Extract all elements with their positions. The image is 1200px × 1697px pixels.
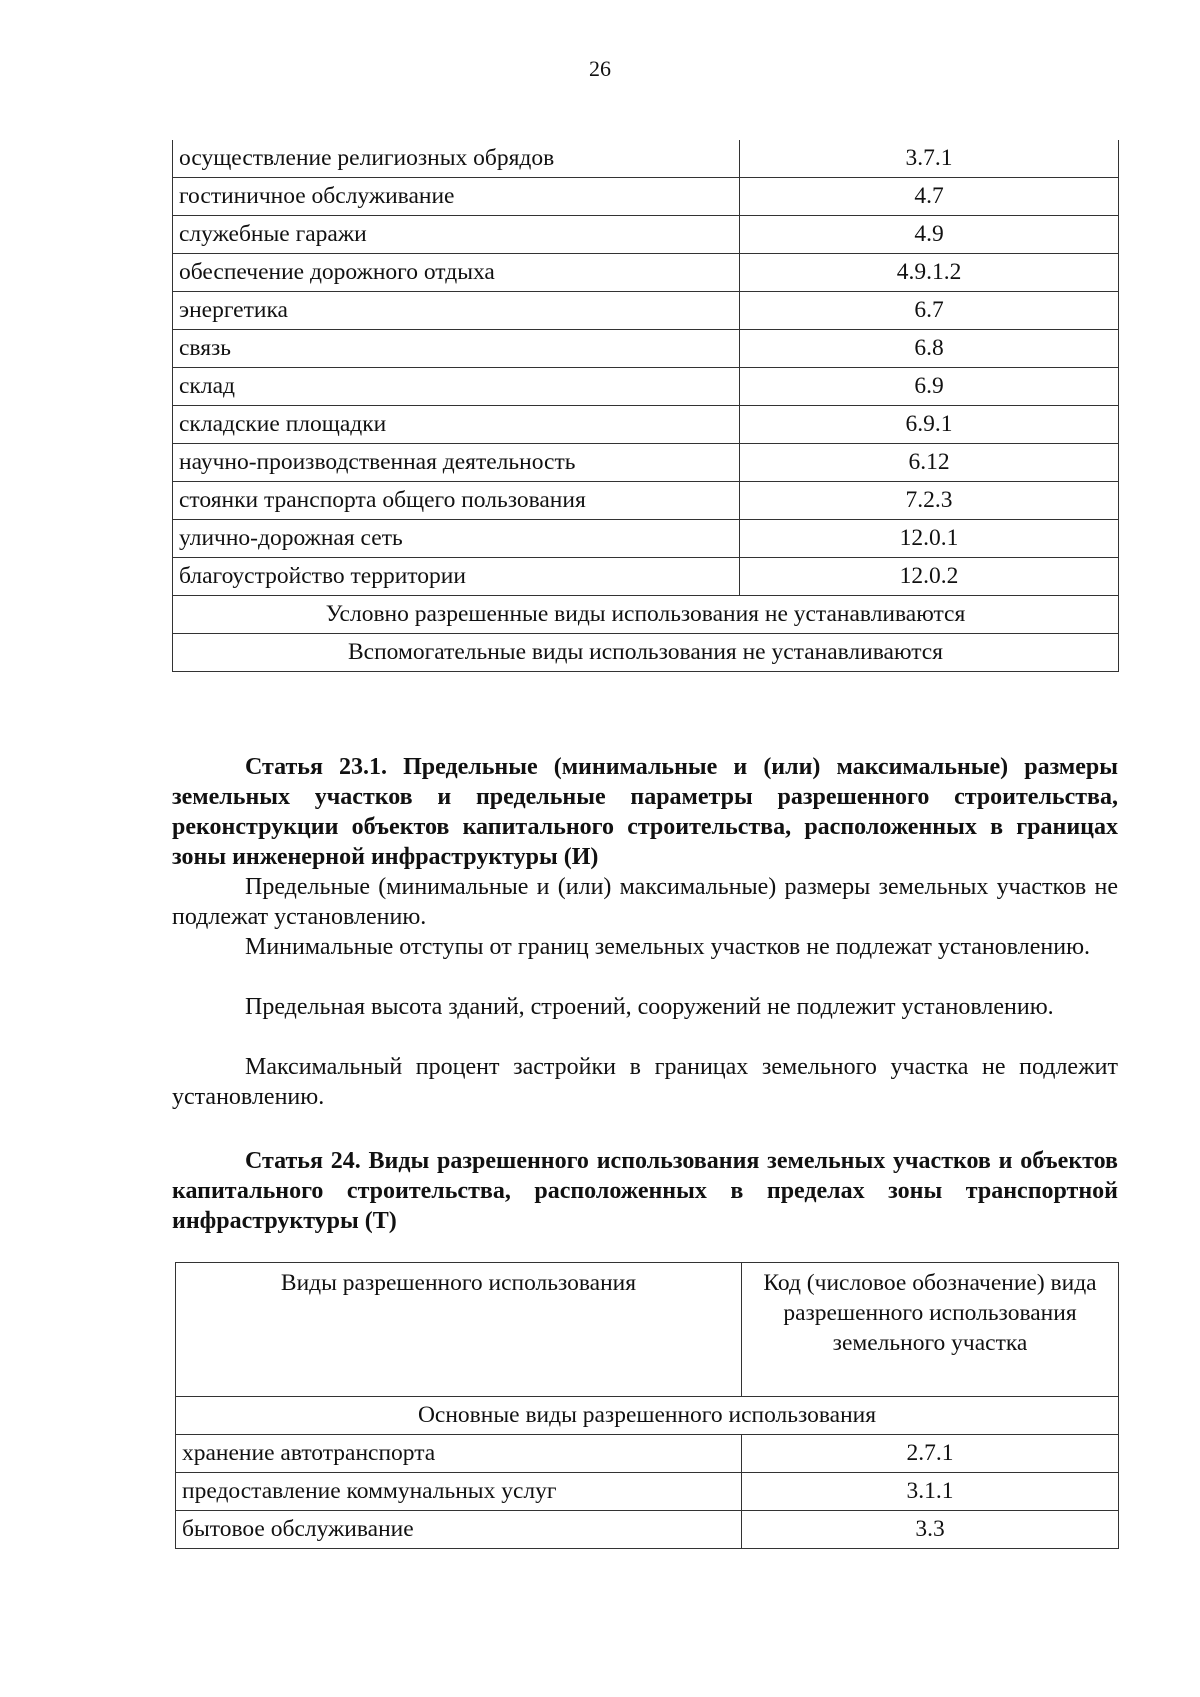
use-code: 4.9 [740,216,1119,254]
table-row [173,292,1119,330]
use-name: склад [173,368,740,406]
table-row [173,368,1119,406]
use-name: стоянки транспорта общего пользования [173,482,740,520]
header-uses: Виды разрешенного использования [176,1263,742,1397]
use-name: энергетика [173,292,740,330]
use-code: 6.8 [740,330,1119,368]
table-row [173,482,1119,520]
table-row [176,1511,1119,1549]
auxiliary-uses-note: Вспомогательные виды использования не устанавливаются [173,634,1119,672]
table-row [173,216,1119,254]
use-name: служебные гаражи [173,216,740,254]
table-row [173,444,1119,482]
section-main-uses: Основные виды разрешенного использования [176,1397,1119,1435]
use-name: предоставление коммунальных услуг [176,1473,742,1511]
use-name: обеспечение дорожного отдыха [173,254,740,292]
use-name: научно-производственная деятельность [173,444,740,482]
conditional-uses-row [173,596,1119,634]
use-code: 6.12 [740,444,1119,482]
use-name: хранение автотранспорта [176,1435,742,1473]
header-code: Код (числовое обозначение) вида разрешенного использования земельного участка [742,1263,1119,1397]
use-name: связь [173,330,740,368]
use-code: 7.2.3 [740,482,1119,520]
table-row [173,558,1119,596]
use-name: осуществление религиозных обрядов [173,140,740,178]
conditional-uses-note: Условно разрешенные виды использования не устанавливаются [173,596,1119,634]
use-code: 3.1.1 [742,1473,1119,1511]
article-23-1-heading: Статья 23.1. Предельные (минимальные и (или) максимальные) размеры земельных участков и предельные параметры разрешенного строительства, реконструкции объектов капитального строительства, расположенных в границах зоны инженерной инфраструктуры (И) [172,754,1118,870]
use-code: 6.7 [740,292,1119,330]
use-name: благоустройство территории [173,558,740,596]
use-name: улично-дорожная сеть [173,520,740,558]
table-header-row [176,1263,1119,1397]
transport-zone-uses-table [175,1262,1119,1549]
use-name: бытовое обслуживание [176,1511,742,1549]
table-row [173,406,1119,444]
page-number: 26 [589,56,611,81]
article-paragraph: Минимальные отступы от границ земельных участков не подлежат установлению. [245,934,1091,960]
article-paragraph: Максимальный процент застройки в границах земельного участка не подлежит установлению. [172,1054,1118,1110]
use-name: складские площадки [173,406,740,444]
table-row [173,330,1119,368]
use-code: 6.9 [740,368,1119,406]
auxiliary-uses-row [173,634,1119,672]
use-code: 12.0.1 [740,520,1119,558]
use-code: 2.7.1 [742,1435,1119,1473]
use-name: гостиничное обслуживание [173,178,740,216]
table-row [173,140,1119,178]
table-row [176,1473,1119,1511]
use-code: 3.7.1 [740,140,1119,178]
article-paragraph: Предельные (минимальные и (или) максимальные) размеры земельных участков не подлежат установлению. [172,874,1118,930]
table-row [173,178,1119,216]
use-code: 6.9.1 [740,406,1119,444]
table-row [173,520,1119,558]
section-row [176,1397,1119,1435]
land-use-table-continued [172,140,1119,672]
use-code: 4.7 [740,178,1119,216]
table-row [173,254,1119,292]
table-row [176,1435,1119,1473]
article-paragraph: Предельная высота зданий, строений, сооружений не подлежит установлению. [245,994,1054,1020]
use-code: 3.3 [742,1511,1119,1549]
use-code: 4.9.1.2 [740,254,1119,292]
use-code: 12.0.2 [740,558,1119,596]
article-24-heading: Статья 24. Виды разрешенного использования земельных участков и объектов капитального строительства, расположенных в пределах зоны транспортной инфраструктуры (Т) [172,1148,1118,1234]
